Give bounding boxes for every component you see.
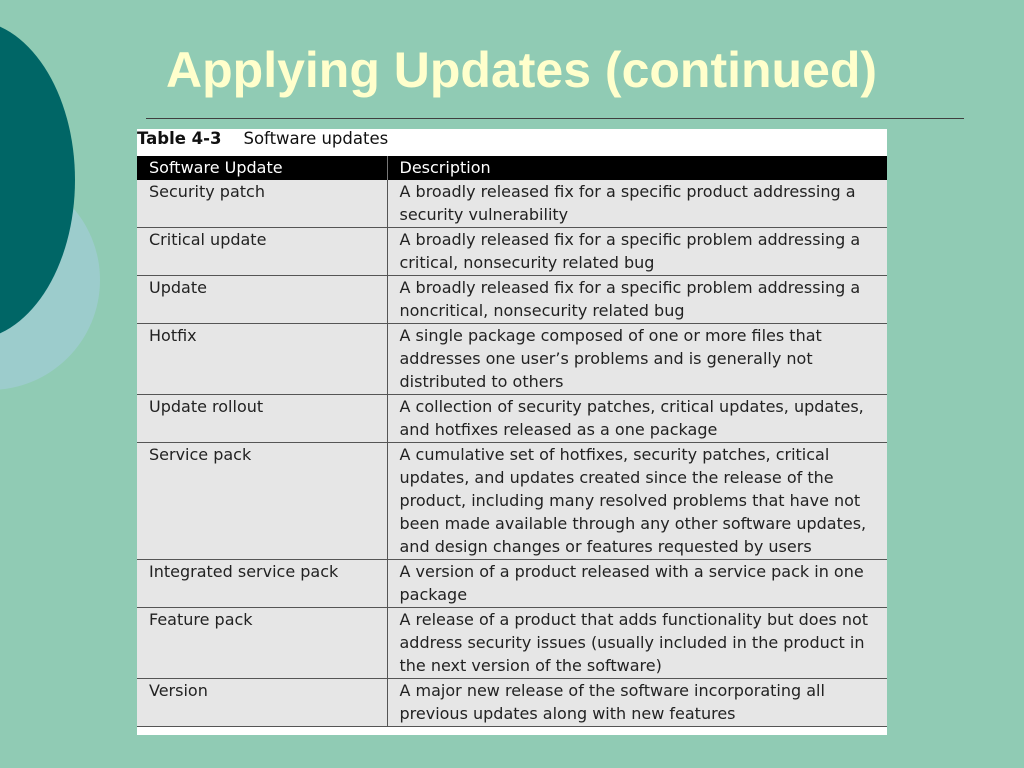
table-row [137,276,887,324]
table-caption [137,129,388,156]
row-description-cell: A version of a product released with a service pack in one package [387,560,887,608]
table-row [137,443,887,560]
title-divider [146,118,964,119]
table-row [137,679,887,727]
row-description-cell: A cumulative set of hotfixes, security patches, critical updates, and updates created since the release of the product, including many resolved problems that have not been made available through any other software updates, and design changes or features requested by users [387,443,887,560]
column-header-description: Description [387,156,887,180]
column-header-software-update: Software Update [137,156,387,180]
table-caption-text: Software updates [243,129,389,148]
row-description-cell: A release of a product that adds functionality but does not address security issues (usually included in the product in the next version of the software) [387,608,887,679]
row-description-cell: A broadly released fix for a specific problem addressing a noncritical, nonsecurity related bug [387,276,887,324]
table-header-row [137,156,887,180]
table-row [137,395,887,443]
row-name-cell: Version [137,679,387,727]
table-row [137,608,887,679]
table-caption-number: Table 4-3 [137,129,222,148]
row-description-cell: A single package composed of one or more files that addresses one user’s problems and is generally not distributed to others [387,324,887,395]
table-row [137,228,887,276]
row-name-cell: Integrated service pack [137,560,387,608]
row-description-cell: A major new release of the software incorporating all previous updates along with new features [387,679,887,727]
table-row [137,560,887,608]
slide-title: Applying Updates (continued) [166,42,878,98]
row-description-cell: A collection of security patches, critical updates, updates, and hotfixes released as a one package [387,395,887,443]
row-name-cell: Feature pack [137,608,387,679]
software-updates-table [137,156,887,727]
table-card [137,129,887,735]
row-description-cell: A broadly released fix for a specific problem addressing a critical, nonsecurity related bug [387,228,887,276]
row-name-cell: Update rollout [137,395,387,443]
row-name-cell: Security patch [137,180,387,228]
table-row [137,324,887,395]
row-name-cell: Service pack [137,443,387,560]
table-row [137,180,887,228]
row-name-cell: Update [137,276,387,324]
row-name-cell: Hotfix [137,324,387,395]
row-description-cell: A broadly released fix for a specific product addressing a security vulnerability [387,180,887,228]
row-name-cell: Critical update [137,228,387,276]
